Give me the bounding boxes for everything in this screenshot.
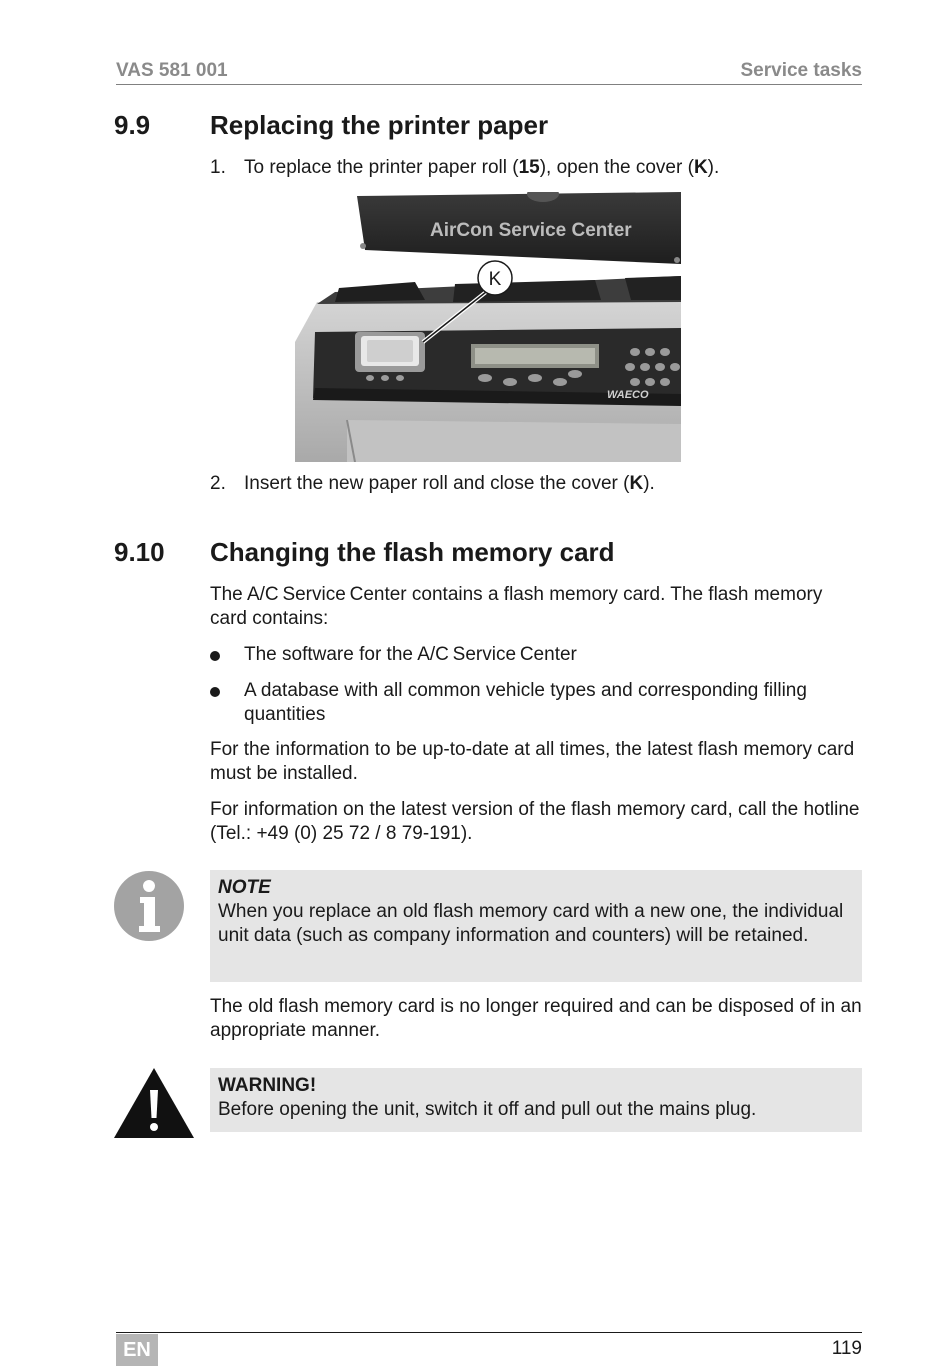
warning-title: WARNING! (218, 1075, 317, 1096)
warning-triangle-icon (112, 1066, 196, 1140)
language-badge: EN (116, 1334, 158, 1366)
section-title: Changing the flash memory card (210, 537, 615, 567)
bullet-text: The software for the A/C Service Center (244, 644, 577, 665)
intro-paragraph: The A/C Service Center contains a flash memory card. The flash memory card contains: (210, 584, 823, 629)
panel-label: AirCon Service Center (430, 220, 632, 241)
step-text: Insert the new paper roll and close the cover (K). (244, 473, 655, 494)
section-number: 9.9 (114, 110, 151, 140)
warning-box (210, 1068, 862, 1132)
section-heading-9-9 (114, 110, 862, 142)
step-text: To replace the printer paper roll (15), open the cover (K). (244, 157, 720, 178)
brand-label: WAECO (607, 389, 649, 401)
bullet-dot (210, 651, 220, 661)
section-title: Replacing the printer paper (210, 110, 549, 140)
footer-divider (116, 1332, 862, 1333)
paragraph-up-to-date: For the information to be up-to-date at all times, the latest flash memory card must be installed. (210, 739, 855, 784)
section-number: 9.10 (114, 537, 165, 567)
running-header (116, 60, 862, 85)
chapter-name: Service tasks (740, 60, 862, 81)
paragraph-hotline: For information on the latest version of the flash memory card, call the hotline (Tel.: +49 (0) 25 72 / 8 79-191). (210, 799, 860, 844)
warning-text: Before opening the unit, switch it off and pull out the mains plug. (218, 1099, 757, 1120)
printer-cover-photo (295, 192, 681, 462)
note-box (210, 870, 862, 982)
note-text: When you replace an old flash memory card with a new one, the individual unit data (such as company information and counters) will be retained. (218, 901, 844, 946)
paragraph-disposal: The old flash memory card is no longer required and can be disposed of in an appropriate manner. (210, 996, 862, 1041)
step-number: 2. (210, 473, 226, 494)
step-number: 1. (210, 157, 226, 178)
document-code: VAS 581 001 (116, 60, 228, 81)
info-icon (113, 870, 185, 942)
bullet-text: A database with all common vehicle types and corresponding filling quantities (244, 680, 807, 725)
note-title: NOTE (218, 877, 271, 898)
bullet-dot (210, 687, 220, 697)
section-heading-9-10 (114, 537, 862, 569)
callout-k: K (488, 269, 502, 290)
page-number: 119 (831, 1338, 862, 1359)
